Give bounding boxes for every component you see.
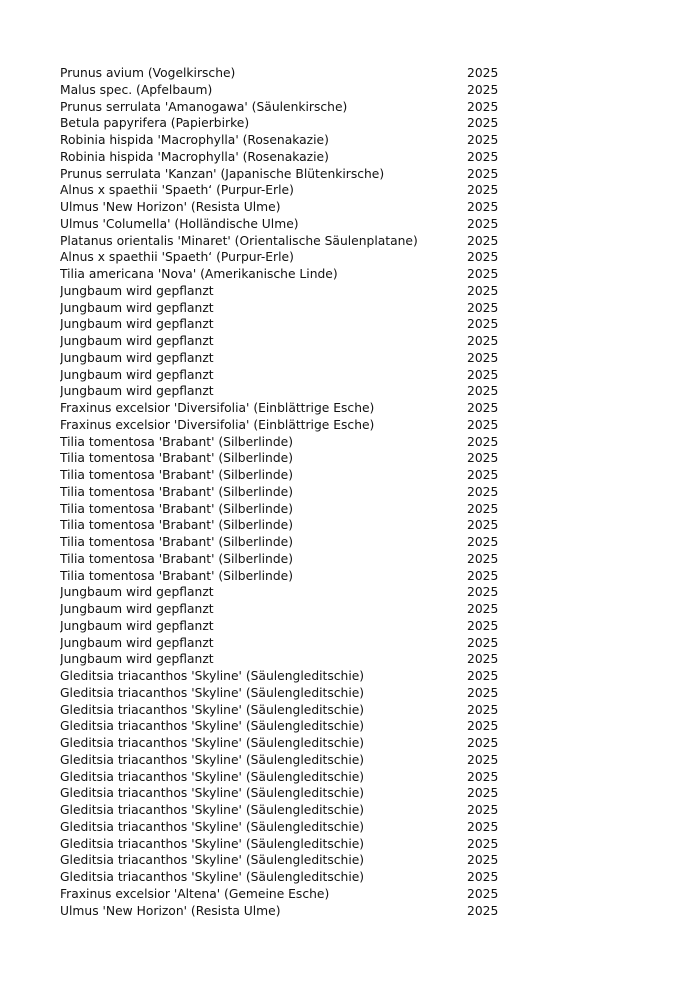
tree-name: Robinia hispida 'Macrophylla' (Rosenakazie) [60,133,329,147]
list-item [60,367,520,384]
tree-name: Gleditsia triacanthos 'Skyline' (Säulengleditschie) [60,819,365,834]
tree-planting-list [60,65,520,919]
tree-name: Tilia tomentosa 'Brabant' (Silberlinde) [60,468,294,482]
list-item [60,333,520,350]
tree-name: Jungbaum wird gepflanzt [60,585,214,600]
planting-year: 2025 [467,518,499,533]
planting-year: 2025 [467,652,499,667]
tree-name: Platanus orientalis 'Minaret' (Orientalische Säulenplatane) [60,233,418,248]
list-item [60,249,520,266]
tree-name: Tilia americana 'Nova' (Amerikanische Linde) [60,267,338,281]
list-item [60,149,520,166]
list-item [60,718,520,735]
list-item [60,115,520,132]
list-item [60,735,520,752]
list-item [60,551,520,568]
list-item [60,450,520,467]
list-item [60,886,520,903]
planting-year: 2025 [467,434,499,449]
planting-year: 2025 [467,283,499,298]
planting-year: 2025 [467,166,499,181]
list-item [60,635,520,652]
planting-year: 2025 [467,317,499,332]
list-item [60,316,520,333]
planting-year: 2025 [467,870,499,884]
list-item [60,685,520,702]
list-item [60,99,520,116]
planting-year: 2025 [467,417,499,432]
planting-year: 2025 [467,568,499,583]
tree-name: Gleditsia triacanthos 'Skyline' (Säulengleditschie) [60,719,365,734]
list-item [60,869,520,886]
list-item [60,836,520,853]
tree-name: Tilia tomentosa 'Brabant' (Silberlinde) [60,434,294,449]
list-item [60,534,520,551]
list-item [60,819,520,836]
planting-year: 2025 [467,451,499,466]
tree-name: Jungbaum wird gepflanzt [60,384,214,399]
planting-year: 2025 [467,384,499,399]
planting-year: 2025 [467,401,499,415]
list-item [60,82,520,99]
planting-year: 2025 [467,133,499,147]
list-item [60,484,520,501]
planting-year: 2025 [467,66,499,80]
list-item [60,584,520,601]
list-item [60,400,520,417]
tree-name: Tilia tomentosa 'Brabant' (Silberlinde) [60,484,294,499]
list-item [60,350,520,367]
tree-name: Betula papyrifera (Papierbirke) [60,116,250,131]
list-item [60,266,520,283]
tree-name: Tilia tomentosa 'Brabant' (Silberlinde) [60,551,294,566]
tree-name: Jungbaum wird gepflanzt [60,334,214,348]
planting-year: 2025 [467,82,499,97]
tree-name: Gleditsia triacanthos 'Skyline' (Säulengleditschie) [60,870,365,884]
tree-name: Gleditsia triacanthos 'Skyline' (Säulengleditschie) [60,803,365,817]
tree-name: Jungbaum wird gepflanzt [60,283,214,298]
tree-name: Fraxinus excelsior 'Diversifolia' (Einblättrige Esche) [60,417,375,432]
list-item [60,417,520,434]
tree-name: Ulmus 'New Horizon' (Resista Ulme) [60,903,281,918]
tree-name: Tilia tomentosa 'Brabant' (Silberlinde) [60,535,294,549]
planting-year: 2025 [467,635,499,650]
tree-name: Jungbaum wird gepflanzt [60,652,214,667]
tree-name: Ulmus 'New Horizon' (Resista Ulme) [60,200,281,214]
tree-name: Gleditsia triacanthos 'Skyline' (Säulengleditschie) [60,752,365,767]
planting-year: 2025 [467,903,499,918]
planting-year: 2025 [467,501,499,516]
planting-year: 2025 [467,702,499,717]
planting-year: 2025 [467,535,499,549]
tree-name: Jungbaum wird gepflanzt [60,635,214,650]
list-item [60,300,520,317]
list-item [60,283,520,300]
planting-year: 2025 [467,853,499,868]
planting-year: 2025 [467,216,499,231]
planting-year: 2025 [467,769,499,784]
list-item [60,769,520,786]
list-item [60,434,520,451]
tree-name: Jungbaum wird gepflanzt [60,367,214,382]
tree-name: Gleditsia triacanthos 'Skyline' (Säulengleditschie) [60,736,365,750]
list-item [60,383,520,400]
list-item [60,517,520,534]
planting-year: 2025 [467,468,499,482]
list-item [60,702,520,719]
tree-name: Gleditsia triacanthos 'Skyline' (Säulengleditschie) [60,669,365,683]
list-item [60,199,520,216]
tree-name: Gleditsia triacanthos 'Skyline' (Säulengleditschie) [60,836,365,851]
tree-name: Tilia tomentosa 'Brabant' (Silberlinde) [60,568,294,583]
list-item [60,233,520,250]
list-item [60,903,520,920]
list-item [60,668,520,685]
tree-name: Jungbaum wird gepflanzt [60,300,214,315]
planting-year: 2025 [467,250,499,265]
list-item [60,132,520,149]
list-item [60,618,520,635]
tree-name: Ulmus 'Columella' (Holländische Ulme) [60,216,299,231]
planting-year: 2025 [467,736,499,750]
planting-year: 2025 [467,551,499,566]
tree-name: Gleditsia triacanthos 'Skyline' (Säulengleditschie) [60,853,365,868]
list-item [60,216,520,233]
tree-name: Jungbaum wird gepflanzt [60,618,214,633]
list-item [60,166,520,183]
list-item [60,785,520,802]
tree-name: Gleditsia triacanthos 'Skyline' (Säulengleditschie) [60,786,365,801]
tree-name: Tilia tomentosa 'Brabant' (Silberlinde) [60,518,294,533]
planting-year: 2025 [467,819,499,834]
planting-year: 2025 [467,836,499,851]
planting-year: 2025 [467,300,499,315]
tree-name: Alnus x spaethii 'Spaeth‘ (Purpur-Erle) [60,250,294,265]
tree-name: Fraxinus excelsior 'Diversifolia' (Einblättrige Esche) [60,401,375,415]
planting-year: 2025 [467,334,499,348]
planting-year: 2025 [467,669,499,683]
tree-name: Jungbaum wird gepflanzt [60,602,214,616]
list-item [60,752,520,769]
planting-year: 2025 [467,886,499,901]
tree-name: Gleditsia triacanthos 'Skyline' (Säulengleditschie) [60,769,365,784]
planting-year: 2025 [467,618,499,633]
planting-year: 2025 [467,350,499,365]
planting-year: 2025 [467,585,499,600]
tree-name: Alnus x spaethii 'Spaeth‘ (Purpur-Erle) [60,183,294,198]
planting-year: 2025 [467,267,499,281]
planting-year: 2025 [467,116,499,131]
list-item [60,651,520,668]
list-item [60,501,520,518]
planting-year: 2025 [467,719,499,734]
planting-year: 2025 [467,484,499,499]
planting-year: 2025 [467,602,499,616]
tree-name: Prunus avium (Vogelkirsche) [60,66,236,80]
tree-name: Robinia hispida 'Macrophylla' (Rosenakazie) [60,149,329,164]
tree-name: Jungbaum wird gepflanzt [60,350,214,365]
planting-year: 2025 [467,685,499,700]
planting-year: 2025 [467,233,499,248]
tree-name: Tilia tomentosa 'Brabant' (Silberlinde) [60,451,294,466]
list-item [60,467,520,484]
tree-name: Tilia tomentosa 'Brabant' (Silberlinde) [60,501,294,516]
planting-year: 2025 [467,149,499,164]
planting-year: 2025 [467,367,499,382]
planting-year: 2025 [467,183,499,198]
list-item [60,802,520,819]
tree-name: Prunus serrulata 'Kanzan' (Japanische Blütenkirsche) [60,166,385,181]
planting-year: 2025 [467,99,499,114]
list-item [60,568,520,585]
tree-name: Malus spec. (Apfelbaum) [60,82,213,97]
planting-year: 2025 [467,752,499,767]
tree-name: Fraxinus excelsior 'Altena' (Gemeine Esche) [60,886,330,901]
list-item [60,182,520,199]
tree-name: Gleditsia triacanthos 'Skyline' (Säulengleditschie) [60,702,365,717]
planting-year: 2025 [467,200,499,214]
planting-year: 2025 [467,803,499,817]
planting-year: 2025 [467,786,499,801]
tree-name: Jungbaum wird gepflanzt [60,317,214,332]
tree-name: Prunus serrulata 'Amanogawa' (Säulenkirsche) [60,99,348,114]
list-item [60,65,520,82]
tree-name: Gleditsia triacanthos 'Skyline' (Säulengleditschie) [60,685,365,700]
list-item [60,601,520,618]
list-item [60,852,520,869]
